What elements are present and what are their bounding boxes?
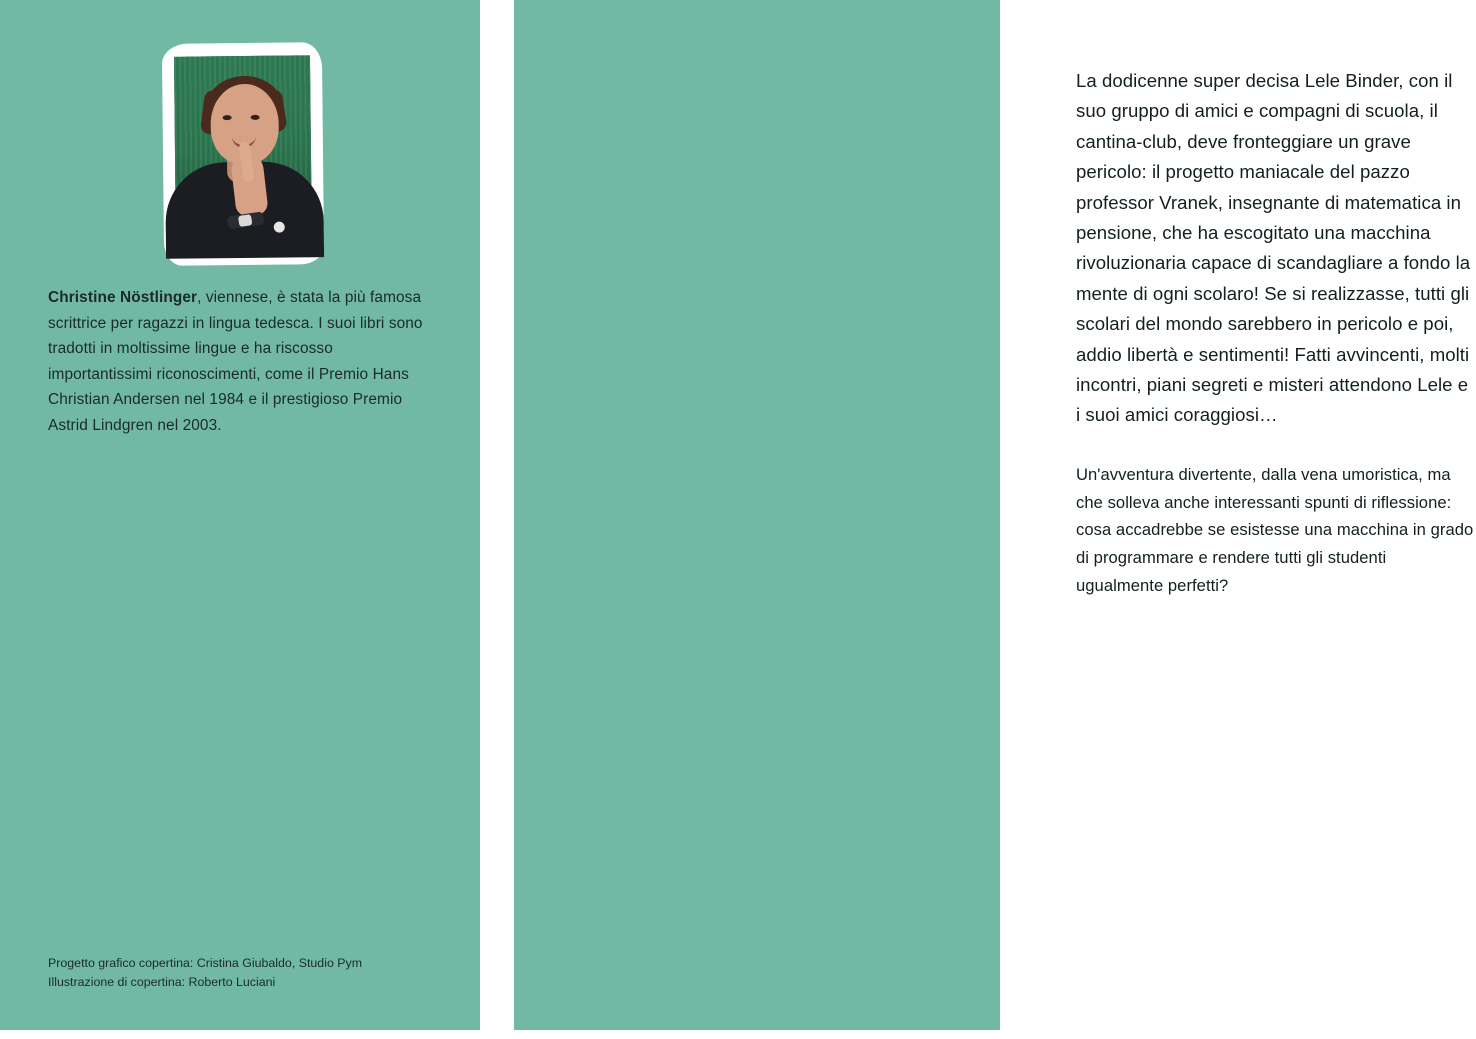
blurb-paragraph-2: Un'avventura divertente, dalla vena umoristica, ma che solleva anche interessanti spunti di riflessione: cosa accadrebbe se esistesse una macchina in grado di programmare e rendere tutti gli studenti ugualmente perfetti? [1076, 464, 1474, 596]
book-blurb [1076, 66, 1476, 600]
author-name: Christine Nöstlinger [48, 289, 198, 306]
photo-eye-left [223, 115, 232, 120]
photo-eye-right [251, 115, 260, 120]
credit-line-illustration: Illustrazione di copertina: Roberto Luciani [48, 975, 276, 989]
author-photo-frame [162, 42, 324, 266]
cover-credits [48, 954, 448, 992]
front-flap-panel [514, 0, 1474, 1030]
photo-shirt-button [274, 222, 285, 233]
author-biography [48, 285, 440, 439]
author-photo [174, 55, 312, 252]
blurb-paragraph-1: La dodicenne super decisa Lele Binder, con il suo gruppo di amici e compagni di scuola, il cantina-club, deve fronteggiare un grave pericolo: il progetto maniacale del pazzo professor Vranek, insegnante di matematica in pensione, che ha escogitato una macchina rivoluzionaria capace di scandagliare a fondo la mente di ogni scolaro! Se si realizzasse, tutti gli scolari del mondo sarebbero in pericolo e poi, addio libertà e sentimenti! Fatti avvincenti, molti incontri, piani segreti e misteri attendono Lele e i suoi amici coraggiosi… [1076, 70, 1471, 426]
back-cover-panel [0, 0, 480, 1030]
credit-line-design: Progetto grafico copertina: Cristina Giubaldo, Studio Pym [48, 956, 363, 970]
bottom-margin [0, 1030, 1000, 1039]
author-bio-text: , viennese, è stata la più famosa scrittrice per ragazzi in lingua tedesca. I suoi libri sono tradotti in moltissime lingue e ha riscosso importantissimi riconoscimenti, come il Premio Hans Christian Andersen nel 1984 e il prestigioso Premio Astrid Lindgren nel 2003. [48, 289, 423, 434]
spine-gap [480, 0, 514, 1030]
